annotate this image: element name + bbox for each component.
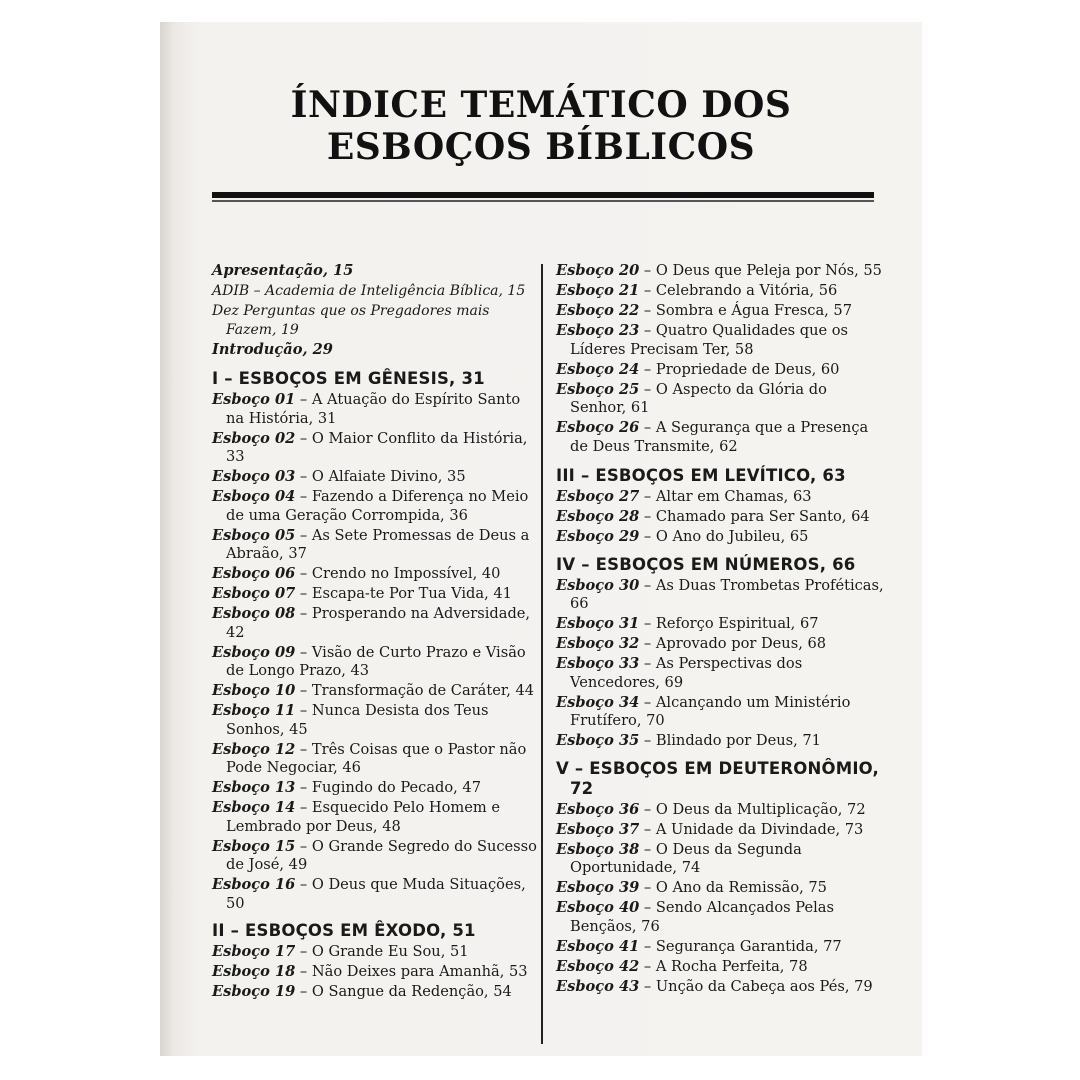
index-entry — [212, 876, 542, 913]
entry-label: Esboço 23 — [556, 322, 640, 339]
entry-label: Esboço 09 — [212, 643, 296, 661]
entry-label: Esboço 40 — [556, 899, 640, 916]
index-entry — [212, 983, 542, 1002]
index-entry — [212, 702, 542, 739]
entry-label: Esboço 36 — [556, 800, 640, 818]
entry-title: – O Deus que Peleja por Nós, 55 — [639, 262, 882, 279]
entry-label: Esboço 04 — [212, 488, 296, 505]
section-heading: I – ESBOÇOS EM GÊNESIS, 31 — [212, 369, 485, 388]
entry-title: – Esquecido Pelo Homem e Lembrado por Deus, 48 — [226, 799, 500, 835]
index-entry — [212, 838, 542, 875]
index-entry — [556, 282, 886, 301]
index-entry — [556, 655, 886, 692]
entry-label: Esboço 02 — [212, 429, 296, 447]
index-entry — [556, 841, 886, 878]
index-entry — [212, 605, 542, 642]
front-matter-entry: Introdução, 29 — [212, 340, 333, 358]
section-heading: II – ESBOÇOS EM ÊXODO, 51 — [212, 921, 476, 940]
entry-label: Esboço 08 — [212, 605, 296, 622]
index-entry — [556, 978, 886, 997]
index-entry — [556, 262, 886, 281]
index-entry — [556, 381, 886, 418]
index-entry — [556, 635, 886, 654]
entry-title: – Não Deixes para Amanhã, 53 — [295, 963, 528, 980]
entry-title: – Sombra e Água Fresca, 57 — [639, 302, 852, 319]
entry-label: Esboço 12 — [212, 740, 296, 758]
title-line-1: ÍNDICE TEMÁTICO DOS — [290, 84, 792, 126]
section-heading: III – ESBOÇOS EM LEVÍTICO, 63 — [556, 466, 846, 485]
index-entry — [556, 899, 886, 936]
section-heading: V – ESBOÇOS EM DEUTERONÔMIO, 72 — [556, 758, 880, 798]
entry-title: – Fazendo a Diferença no Meio de uma Geração Corrompida, 36 — [226, 488, 529, 524]
entry-title: – Unção da Cabeça aos Pés, 79 — [639, 977, 873, 995]
index-entry — [212, 741, 542, 778]
index-entry — [212, 644, 542, 681]
entry-label: Esboço 39 — [556, 879, 640, 896]
index-entry — [556, 938, 886, 957]
entry-title: – O Grande Eu Sou, 51 — [295, 943, 469, 960]
entry-label: Esboço 30 — [556, 576, 640, 594]
index-entry — [556, 508, 886, 527]
index-entry — [212, 527, 542, 564]
entry-title: – Aprovado por Deus, 68 — [639, 635, 827, 652]
entry-label: Esboço 42 — [556, 957, 640, 975]
entry-label: Esboço 32 — [556, 635, 640, 652]
book-page — [160, 22, 922, 1056]
entry-title: – Altar em Chamas, 63 — [639, 488, 812, 505]
entry-label: Esboço 15 — [212, 837, 296, 855]
entry-label: Esboço 37 — [556, 820, 640, 838]
entry-label: Esboço 13 — [212, 779, 296, 796]
section-heading: IV – ESBOÇOS EM NÚMEROS, 66 — [556, 554, 856, 574]
entry-title: – Chamado para Ser Santo, 64 — [639, 508, 870, 525]
column-divider — [541, 264, 543, 1044]
entry-title: – O Deus que Muda Situações, 50 — [226, 876, 526, 912]
index-entry — [556, 694, 886, 731]
front-matter-entry: Dez Perguntas que os Pregadores mais Fazem, 19 — [212, 303, 490, 338]
entry-label: Esboço 19 — [212, 983, 296, 1000]
index-entry — [556, 879, 886, 898]
entry-title: – Quatro Qualidades que os Líderes Precisam Ter, 58 — [570, 322, 849, 358]
index-column-right — [556, 262, 886, 998]
entry-label: Esboço 10 — [212, 682, 296, 699]
title-rule-thin — [212, 200, 874, 202]
index-entry — [212, 799, 542, 836]
entry-label: Esboço 43 — [556, 977, 640, 995]
index-entry — [212, 943, 542, 962]
entry-title: – Sendo Alcançados Pelas Bençãos, 76 — [570, 899, 834, 935]
index-entry — [212, 565, 542, 584]
entry-label: Esboço 35 — [556, 732, 640, 749]
front-matter-entry: Apresentação, 15 — [212, 262, 354, 279]
index-column-left — [212, 262, 542, 1003]
index-entry — [556, 958, 886, 977]
entry-label: Esboço 27 — [556, 488, 640, 505]
entry-title: – O Alfaiate Divino, 35 — [295, 468, 466, 485]
index-entry — [212, 963, 542, 982]
entry-title: – Blindado por Deus, 71 — [639, 732, 821, 749]
entry-label: Esboço 18 — [212, 963, 296, 980]
entry-label: Esboço 17 — [212, 943, 296, 960]
index-entry — [212, 585, 542, 604]
entry-label: Esboço 25 — [556, 380, 640, 398]
entry-label: Esboço 07 — [212, 585, 296, 602]
entry-title: – A Segurança que a Presença de Deus Transmite, 62 — [570, 419, 869, 455]
entry-label: Esboço 29 — [556, 528, 640, 545]
index-entry — [556, 322, 886, 359]
entry-title: – A Atuação do Espírito Santo na História, 31 — [226, 391, 521, 427]
entry-label: Esboço 24 — [556, 360, 640, 378]
entry-title: – O Deus da Multiplicação, 72 — [639, 800, 866, 818]
entry-label: Esboço 01 — [212, 391, 296, 408]
index-entry — [212, 430, 542, 467]
entry-title: – O Aspecto da Glória do Senhor, 61 — [570, 380, 827, 416]
entry-title: – Nunca Desista dos Teus Sonhos, 45 — [226, 702, 489, 738]
index-entry — [212, 488, 542, 525]
entry-label: Esboço 03 — [212, 468, 296, 485]
entry-title: – Celebrando a Vitória, 56 — [639, 282, 838, 299]
entry-title: – Segurança Garantida, 77 — [639, 937, 842, 955]
index-entry — [556, 302, 886, 321]
entry-label: Esboço 26 — [556, 419, 640, 436]
index-entry — [556, 732, 886, 751]
index-entry — [212, 682, 542, 701]
entry-title: – O Ano da Remissão, 75 — [639, 879, 827, 896]
entry-label: Esboço 34 — [556, 693, 640, 711]
entry-title: – A Rocha Perfeita, 78 — [639, 957, 808, 975]
page-title — [160, 84, 922, 168]
index-entry — [556, 528, 886, 547]
entry-label: Esboço 33 — [556, 655, 640, 672]
entry-title: – Visão de Curto Prazo e Visão de Longo Prazo, 43 — [226, 643, 526, 679]
entry-title: – Três Coisas que o Pastor não Pode Negociar, 46 — [226, 740, 527, 776]
entry-title: – Alcançando um Ministério Frutífero, 70 — [570, 693, 851, 729]
title-rule — [212, 192, 874, 198]
entry-label: Esboço 21 — [556, 282, 640, 299]
index-entry — [212, 391, 542, 428]
index-entry — [556, 821, 886, 840]
entry-label: Esboço 14 — [212, 799, 296, 816]
entry-label: Esboço 16 — [212, 876, 296, 893]
entry-title: – Fugindo do Pecado, 47 — [295, 779, 481, 796]
index-entry — [212, 779, 542, 798]
index-entry — [556, 577, 886, 614]
index-entry — [556, 801, 886, 820]
entry-title: – O Maior Conflito da História, 33 — [226, 429, 528, 465]
title-line-2: ESBOÇOS BÍBLICOS — [326, 126, 756, 168]
entry-title: – Crendo no Impossível, 40 — [295, 565, 501, 582]
entry-title: – As Sete Promessas de Deus a Abraão, 37 — [226, 526, 530, 562]
entry-title: – As Duas Trombetas Proféticas, 66 — [570, 576, 884, 612]
entry-title: – O Ano do Jubileu, 65 — [639, 528, 809, 545]
index-entry — [212, 468, 542, 487]
entry-title: – O Sangue da Redenção, 54 — [295, 983, 512, 1000]
entry-label: Esboço 41 — [556, 937, 640, 955]
entry-label: Esboço 05 — [212, 526, 296, 544]
index-entry — [556, 361, 886, 380]
index-entry — [556, 488, 886, 507]
entry-title: – Transformação de Caráter, 44 — [295, 682, 535, 699]
index-entry — [556, 419, 886, 456]
index-entry — [556, 615, 886, 634]
entry-label: Esboço 31 — [556, 615, 640, 632]
entry-label: Esboço 20 — [556, 262, 640, 279]
entry-label: Esboço 11 — [212, 702, 296, 719]
entry-label: Esboço 28 — [556, 508, 640, 525]
entry-title: – Prosperando na Adversidade, 42 — [226, 605, 531, 641]
entry-title: – Reforço Espiritual, 67 — [639, 615, 819, 632]
entry-title: – As Perspectivas dos Vencedores, 69 — [570, 655, 803, 691]
entry-title: – Propriedade de Deus, 60 — [639, 360, 840, 378]
front-matter-entry: ADIB – Academia de Inteligência Bíblica, 15 — [212, 283, 526, 299]
entry-label: Esboço 22 — [556, 302, 640, 319]
entry-title: – A Unidade da Divindade, 73 — [639, 820, 864, 838]
entry-label: Esboço 06 — [212, 565, 296, 582]
entry-title: – O Grande Segredo do Sucesso de José, 49 — [226, 837, 537, 873]
entry-title: – Escapa-te Por Tua Vida, 41 — [295, 585, 512, 602]
entry-title: – O Deus da Segunda Oportunidade, 74 — [570, 840, 802, 876]
entry-label: Esboço 38 — [556, 840, 640, 858]
